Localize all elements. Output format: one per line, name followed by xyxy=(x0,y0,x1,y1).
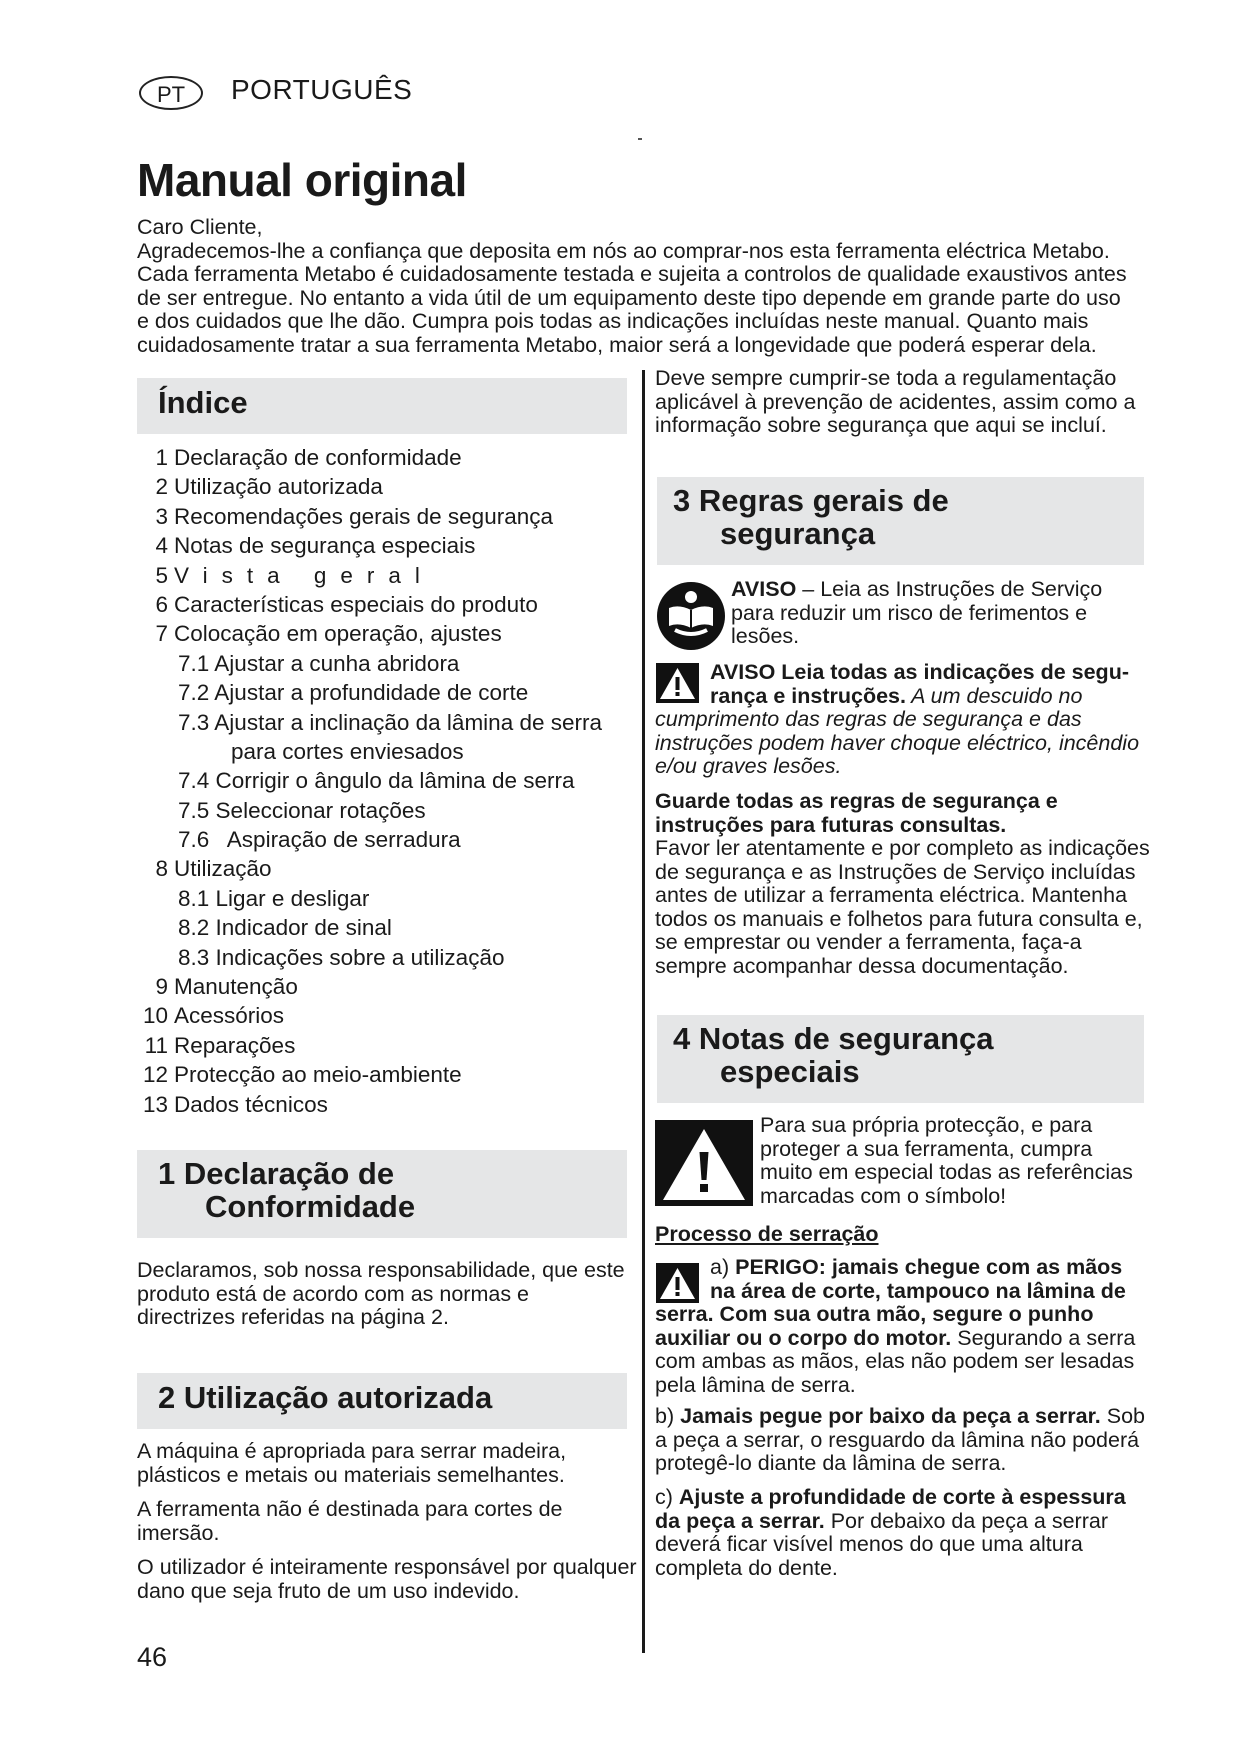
toc-item[interactable] xyxy=(137,913,637,942)
toc-num: 12 xyxy=(142,1062,168,1088)
toc-num: 8.3 xyxy=(178,944,210,970)
guarde-paragraph xyxy=(655,790,1150,978)
toc-num: 13 xyxy=(142,1091,168,1117)
section-number: 1 xyxy=(158,1156,176,1191)
column-divider xyxy=(642,370,645,1653)
toc-text: Colocação em operação, ajustes xyxy=(174,621,502,647)
item-text: Por debaixo da peça a serrar deverá ficar visível menos do que uma altura completa do dente. xyxy=(655,1508,1108,1580)
section-1-title xyxy=(158,1157,627,1223)
item-marker: c) xyxy=(655,1485,673,1509)
page-number: 46 xyxy=(137,1642,168,1672)
aviso-label: AVISO xyxy=(731,577,797,601)
item-text: Segurando a serra com ambas as mãos, elas não podem ser lesadas pela lâmina de serra. xyxy=(655,1325,1136,1397)
intro-greeting: Caro Cliente, xyxy=(137,215,263,239)
section-title-line: Conformidade xyxy=(205,1189,416,1224)
aviso-general-warning xyxy=(655,661,1150,779)
section-title-line: especiais xyxy=(720,1054,860,1089)
section-4-header xyxy=(657,1015,1144,1103)
toc-num: 7.4 xyxy=(178,768,210,794)
language-badge: PT xyxy=(139,76,203,110)
warning-symbol-icon xyxy=(655,1120,753,1206)
toc-item[interactable] xyxy=(137,1031,637,1060)
toc-num: 7.3 xyxy=(178,709,210,735)
section-number: 4 xyxy=(673,1021,691,1056)
section-2-title xyxy=(158,1381,627,1414)
item-bold: na área de corte, tampouco na lâmina de xyxy=(710,1278,1126,1303)
read-manual-icon xyxy=(655,580,727,652)
toc-num: 11 xyxy=(144,1032,168,1058)
section-2-text xyxy=(137,1440,642,1614)
toc-item[interactable] xyxy=(137,649,637,678)
aviso-bold-line: AVISO Leia todas as indicações de segu- xyxy=(710,660,1129,684)
toc-text: Indicador de sinal xyxy=(215,915,392,941)
section-number: 3 xyxy=(673,483,691,518)
section-2-header xyxy=(137,1373,627,1429)
toc-num: 8.1 xyxy=(178,885,210,911)
page-title: Manual original xyxy=(137,154,467,206)
right-column-intro: Deve sempre cumprir-se toda a regulamentação aplicável à prevenção de acidentes, assim como a informação sobre segurança que aqui se incluí. xyxy=(655,366,1136,437)
toc-item[interactable] xyxy=(137,531,637,560)
safety-item-c xyxy=(655,1486,1150,1580)
toc-item[interactable] xyxy=(137,502,637,531)
toc-num: 7 xyxy=(155,621,168,647)
toc-num: 8.2 xyxy=(178,915,210,941)
toc-num: 1 xyxy=(155,445,168,470)
toc-item[interactable] xyxy=(137,1060,637,1089)
item-marker: b) xyxy=(655,1404,675,1428)
section-number: 2 xyxy=(158,1380,176,1415)
toc-item[interactable] xyxy=(137,1090,637,1119)
toc-text: Manutenção xyxy=(174,974,298,1000)
toc-text: Indicações sobre a utilização xyxy=(215,944,505,970)
section-title-line: Regras gerais de xyxy=(698,483,949,518)
guarde-bold: Guarde todas as regras de segurança e instruções para futuras consultas. xyxy=(655,789,1058,837)
toc-num: 7.5 xyxy=(178,797,210,823)
section-1-header xyxy=(137,1150,627,1238)
section-title-line: Utilização autorizada xyxy=(183,1380,493,1415)
toc-text: Características especiais do produto xyxy=(174,591,538,617)
paragraph: O utilizador é inteiramente responsável por qualquer dano que seja fruto de um uso indevido. xyxy=(137,1555,637,1603)
section-title-line: segurança xyxy=(720,516,876,551)
scan-mark xyxy=(638,138,642,140)
toc-item[interactable] xyxy=(137,561,637,590)
toc-text: Reparações xyxy=(174,1032,296,1058)
toc-num: 7.2 xyxy=(178,680,210,706)
aviso-italic-text: A um descuido no xyxy=(905,683,1083,708)
toc-item[interactable] xyxy=(137,678,637,707)
toc-item[interactable] xyxy=(137,825,637,854)
toc-text: Ajustar a cunha abridora xyxy=(214,650,460,676)
toc-text: Utilização autorizada xyxy=(174,474,383,500)
toc-item-continued[interactable] xyxy=(137,737,637,766)
toc-text: Acessórios xyxy=(174,1003,285,1029)
safety-item-b xyxy=(655,1405,1150,1476)
safety-item-a xyxy=(655,1256,1150,1397)
item-bold: Ajuste a profundidade de corte à espessura da peça a serrar. xyxy=(655,1485,1126,1533)
toc-num: 10 xyxy=(142,1003,168,1029)
toc-text: Aspiração de serradura xyxy=(226,827,461,853)
toc-item[interactable] xyxy=(137,590,637,619)
toc-num: 6 xyxy=(155,591,168,617)
toc-list xyxy=(137,443,637,1119)
subheading-processo: Processo de serração xyxy=(655,1222,879,1246)
toc-item[interactable] xyxy=(137,884,637,913)
aviso-text: – Leia as Instruções de Serviço para reduzir um risco de ferimentos e lesões. xyxy=(731,577,1103,648)
item-marker: a) xyxy=(710,1255,730,1279)
section-3-header xyxy=(657,477,1144,565)
toc-item[interactable] xyxy=(137,854,637,883)
section-3-title xyxy=(673,484,1144,550)
item-bold: Jamais pegue por baixo da peça a serrar. xyxy=(680,1404,1101,1428)
toc-text: Seleccionar rotações xyxy=(215,797,426,823)
intro-body: Agradecemos-lhe a confiança que deposita em nós ao comprar-nos esta ferramenta eléctrica Metabo. Cada ferramenta Metabo é cuidadosamente testada e sujeita a controlos de qualidade exaustivos antes de ser entregue. No entanto a vida útil de um equipamento deste tipo depende em grande parte do uso e dos cuidados que lhe dão. Cumpra pois todas as indicações incluídas neste manual. Quanto mais cuidadosamente tratar a sua ferramenta Metabo, maior será a longevidade que poderá esperar dela. xyxy=(137,238,1127,357)
toc-item[interactable] xyxy=(137,708,637,737)
section-title-line: Notas de segurança xyxy=(698,1021,994,1056)
toc-item[interactable] xyxy=(137,943,637,972)
toc-text: Recomendações gerais de segurança xyxy=(174,503,553,529)
toc-text: Utilização xyxy=(174,856,272,882)
toc-text: Declaração de conformidade xyxy=(174,445,462,470)
toc-text: Ajustar a profundidade de corte xyxy=(214,680,529,706)
item-bold: PERIGO: jamais chegue com as mãos xyxy=(735,1255,1123,1279)
toc-num: 5 xyxy=(155,562,168,588)
symbol-explanation: Para sua própria protecção, e para proteger a sua ferramenta, cumpra muito em especial todas as referências marcadas com o símbolo! xyxy=(760,1113,1133,1208)
toc-text: Vista geral xyxy=(174,562,434,588)
toc-num: 7.6 xyxy=(178,827,210,853)
toc-item[interactable] xyxy=(137,972,637,1001)
toc-item[interactable] xyxy=(137,1001,637,1030)
item-text: Sob a peça a serrar, o resguardo da lâmina não poderá protegê-lo diante da lâmina de serra. xyxy=(655,1404,1145,1475)
toc-num: 2 xyxy=(155,474,168,500)
paragraph: A ferramenta não é destinada para cortes de imersão. xyxy=(137,1497,563,1545)
toc-item[interactable] xyxy=(137,472,637,501)
toc-item[interactable] xyxy=(137,766,637,795)
guarde-text: Favor ler atentamente e por completo as indicações de segurança e as Instruções de Serviço incluídas antes de utilizar a ferramenta eléctrica. Mantenha todos os manuais e folhetos para futura consulta e, se emprestar ou vender a ferramenta, faça-a sempre acompanhar dessa documentação. xyxy=(655,836,1150,978)
intro-text xyxy=(137,216,1137,357)
toc-num: 8 xyxy=(155,856,168,882)
paragraph: A máquina é apropriada para serrar madeira, plásticos e metais ou materiais semelhantes. xyxy=(137,1439,567,1487)
toc-text: Dados técnicos xyxy=(174,1091,328,1117)
toc-text: Corrigir o ângulo da lâmina de serra xyxy=(215,768,575,794)
toc-num: 9 xyxy=(155,974,168,1000)
toc-item[interactable] xyxy=(137,796,637,825)
aviso-read-manual xyxy=(731,578,1151,649)
language-label: PORTUGUÊS xyxy=(231,74,413,105)
toc-num: 4 xyxy=(155,533,168,559)
toc-title: Índice xyxy=(158,385,248,420)
toc-num: 7.1 xyxy=(178,650,210,676)
section-1-text: Declaramos, sob nossa responsabilidade, que este produto está de acordo com as normas e directrizes referidas na página 2. xyxy=(137,1258,625,1329)
toc-item[interactable] xyxy=(137,443,637,472)
toc-text: para cortes enviesados xyxy=(231,738,464,764)
section-4-title xyxy=(673,1022,1144,1088)
aviso-italic-text: cumprimento das regras de segurança e das instruções podem haver choque eléctrico, incêndio e/ou graves lesões. xyxy=(655,707,1140,778)
toc-header xyxy=(137,378,627,434)
aviso-bold-line: rança e instruções. xyxy=(710,683,906,708)
toc-item[interactable] xyxy=(137,619,637,648)
item-bold: serra. Com sua outra mão, segure o punho auxiliar ou o corpo do motor. xyxy=(655,1302,1094,1350)
toc-text: Notas de segurança especiais xyxy=(174,533,476,559)
section-title-line: Declaração de xyxy=(183,1156,395,1191)
toc-text: Ajustar a inclinação da lâmina de serra xyxy=(214,709,603,735)
toc-text: Ligar e desligar xyxy=(215,885,370,911)
toc-num: 3 xyxy=(155,503,168,529)
toc-text: Protecção ao meio-ambiente xyxy=(174,1062,462,1088)
